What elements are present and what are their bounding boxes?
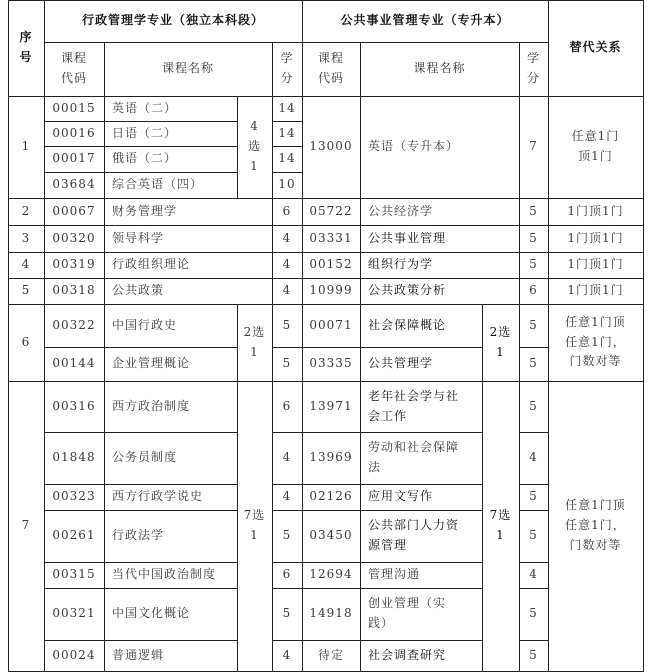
cell-text: 西方政治制度 (112, 398, 191, 413)
cell-relation-r10 (548, 304, 644, 382)
cell-name-r4 (104, 146, 238, 173)
cell-text: 13971 (309, 398, 353, 413)
cell-credit-r9 (272, 278, 303, 305)
cell-seq-r0 (8, 0, 45, 97)
cell-code-r11 (44, 347, 105, 382)
cell-text: 5 (529, 356, 538, 371)
cell-choice-r12 (237, 381, 273, 672)
cell-name-r6 (104, 198, 273, 226)
cell-text: 课程名称 (161, 61, 214, 76)
cell-code-r8 (44, 252, 105, 279)
cell-text: 00322 (52, 317, 96, 332)
cell-credit-r1 (272, 42, 303, 97)
cell-credit-r12 (272, 381, 303, 433)
cell-pub-name-r10 (360, 304, 483, 348)
cell-pub-credit-r13 (519, 432, 549, 485)
cell-text: 4 (282, 230, 292, 245)
cell-text: 领导科学 (112, 230, 165, 245)
cell-code-r4 (44, 146, 105, 173)
cell-choice-r2 (237, 96, 273, 199)
cell-text: 4 (282, 647, 292, 662)
cell-text: 14 (278, 125, 296, 140)
cell-pub-code-r18 (302, 640, 361, 672)
cell-text: 01848 (52, 450, 96, 465)
cell-name-r13 (104, 432, 238, 485)
cell-pub-credit-r17 (519, 588, 549, 641)
cell-text: 当代中国政治制度 (112, 567, 217, 582)
cell-text: 00152 (309, 257, 353, 272)
cell-text: 1门顶1门 (567, 283, 624, 298)
cell-credit-r13 (272, 432, 303, 485)
cell-credit-r5 (272, 172, 303, 199)
cell-pub-code-r7 (302, 225, 361, 253)
cell-pub-code-r6 (302, 198, 361, 226)
cell-credit-r17 (272, 588, 303, 641)
cell-text: 4 (282, 283, 292, 298)
cell-code-r9 (44, 278, 105, 305)
cell-credit-r2 (272, 96, 303, 122)
cell-text: 公共部门人力资 源管理 (368, 518, 460, 552)
cell-text: 5 (529, 257, 538, 272)
cell-name-r10 (104, 304, 238, 348)
cell-code-r18 (44, 640, 105, 672)
cell-code-r6 (44, 198, 105, 226)
cell-text: 00067 (52, 203, 96, 218)
cell-text: 1门顶1门 (567, 257, 624, 272)
cell-text: 4 (282, 489, 292, 504)
cell-text: 5 (529, 317, 538, 332)
cell-pub-code-r11 (302, 347, 361, 382)
cell-text: 10999 (309, 283, 353, 298)
cell-text: 5 (529, 203, 538, 218)
cell-text: 2 (21, 203, 31, 218)
cell-text: 公共事业管理 (368, 230, 447, 245)
cell-text: 2选 1 (489, 324, 512, 359)
cell-pub-credit-r10 (519, 304, 549, 348)
cell-text: 社会调查研究 (368, 647, 447, 662)
cell-name-r18 (104, 640, 238, 672)
cell-text: 公共经济学 (368, 203, 434, 218)
cell-credit-r7 (272, 225, 303, 253)
cell-name-r8 (104, 252, 273, 279)
cell-pub-name-r16 (360, 562, 483, 589)
cell-code-r1 (44, 42, 105, 97)
cell-pub-name-r12 (360, 381, 483, 433)
cell-text: 任意1门 顶1门 (571, 129, 620, 163)
cell-code-r10 (44, 304, 105, 348)
cell-text: 13969 (309, 450, 353, 465)
cell-seq-r2 (8, 96, 45, 199)
cell-text: 5 (529, 230, 538, 245)
cell-text: 00024 (52, 647, 96, 662)
cell-text: 英语（专升本） (368, 139, 460, 154)
cell-text: 6 (282, 203, 292, 218)
cell-name-r12 (104, 381, 238, 433)
cell-text: 6 (282, 567, 292, 582)
cell-text: 7选 1 (243, 508, 266, 542)
cell-name-r3 (104, 121, 238, 147)
cell-pub-name-r9 (360, 278, 520, 305)
cell-text: 普通逻辑 (112, 647, 165, 662)
cell-pub-name-r1 (360, 42, 520, 97)
cell-text: 日语（二） (112, 125, 178, 140)
cell-text: 公共政策分析 (368, 283, 447, 298)
cell-relation-r2 (548, 96, 644, 199)
cell-pub-code-r16 (302, 562, 361, 589)
cell-text: 14 (278, 151, 296, 166)
cell-pub-credit-r8 (519, 252, 549, 279)
cell-code-r5 (44, 172, 105, 199)
cell-text: 05722 (309, 203, 353, 218)
cell-text: 7 (21, 518, 31, 533)
cell-pub-name-r7 (360, 225, 520, 253)
cell-text: 财务管理学 (112, 203, 178, 218)
cell-pub-name-r15 (360, 510, 483, 563)
cell-seq-r9 (8, 278, 45, 305)
cell-name-r2 (104, 96, 238, 122)
cell-pub-code-r2 (302, 96, 361, 199)
cell-pub-credit-r2 (519, 96, 549, 199)
cell-text: 组织行为学 (368, 257, 434, 272)
cell-credit-r15 (272, 510, 303, 563)
cell-credit-r6 (272, 198, 303, 226)
cell-text: 中国行政史 (112, 317, 178, 332)
cell-text: 4 (282, 450, 292, 465)
cell-text: 学 分 (280, 51, 294, 85)
cell-relation-r7 (548, 225, 644, 253)
cell-text: 行政法学 (112, 528, 165, 543)
cell-pub-code-r9 (302, 278, 361, 305)
cell-text: 6 (21, 334, 31, 349)
cell-seq-r8 (8, 252, 45, 279)
cell-text: 5 (529, 398, 538, 413)
cell-code-r16 (44, 562, 105, 589)
cell-text: 创业管理（实 践） (368, 596, 447, 630)
cell-code-r7 (44, 225, 105, 253)
cell-text: 13000 (309, 139, 353, 154)
cell-text: 14 (278, 100, 296, 115)
cell-credit-r4 (272, 146, 303, 173)
cell-text: 5 (529, 647, 538, 662)
cell-name-r14 (104, 484, 238, 511)
cell-text: 6 (529, 283, 538, 298)
cell-text: 00071 (309, 317, 353, 332)
cell-text: 4 (282, 257, 292, 272)
cell-credit-r10 (272, 304, 303, 348)
cell-text: 英语（二） (112, 100, 178, 115)
cell-text: 00318 (52, 283, 96, 298)
cell-text: 5 (21, 283, 31, 298)
cell-code-r17 (44, 588, 105, 641)
cell-choice-r10 (237, 304, 273, 382)
cell-credit-r14 (272, 484, 303, 511)
cell-name-r11 (104, 347, 238, 382)
cell-text: 5 (282, 606, 292, 621)
cell-code-r2 (44, 96, 105, 122)
cell-pub-credit-r15 (519, 510, 549, 563)
cell-name-r7 (104, 225, 273, 253)
cell-pub-credit-r14 (519, 484, 549, 511)
cell-text: 5 (529, 489, 538, 504)
cell-credit-r11 (272, 347, 303, 382)
cell-text: 12694 (309, 567, 353, 582)
cell-text: 公共事业管理专业（专升本） (340, 13, 510, 28)
cell-text: 俄语（二） (112, 151, 178, 166)
cell-credit-r8 (272, 252, 303, 279)
cell-text: 课程 代码 (60, 51, 87, 85)
cell-text: 5 (529, 528, 538, 543)
cell-pub-name-r13 (360, 432, 483, 485)
cell-text: 4 选 1 (247, 119, 261, 173)
cell-text: 公共政策 (112, 283, 165, 298)
cell-pub-credit-r12 (519, 381, 549, 433)
cell-code-r3 (44, 121, 105, 147)
cell-credit-r16 (272, 562, 303, 589)
cell-name-r16 (104, 562, 238, 589)
cell-text: 03684 (52, 177, 96, 192)
cell-text: 00017 (52, 151, 96, 166)
cell-text: 00144 (52, 356, 96, 371)
cell-text: 03335 (309, 356, 353, 371)
cell-text: 00015 (52, 100, 96, 115)
cell-text: 任意1门顶 任意1门， 门数对等 (565, 314, 626, 369)
cell-code-r15 (44, 510, 105, 563)
cell-text: 课程名称 (413, 61, 466, 76)
cell-pub-credit-r16 (519, 562, 549, 589)
cell-code-r12 (44, 381, 105, 433)
cell-relation-r6 (548, 198, 644, 226)
cell-credit-r3 (272, 121, 303, 147)
cell-pub-name-r11 (360, 347, 483, 382)
cell-text: 02126 (309, 489, 353, 504)
cell-pub-credit-r11 (519, 347, 549, 382)
cell-text: 2选 1 (243, 324, 266, 359)
cell-text: 替代关系 (569, 40, 622, 55)
cell-text: 行政管理学专业（独立本科段） (81, 13, 264, 28)
cell-text: 管理沟通 (368, 567, 421, 582)
cell-text: 序 号 (19, 30, 33, 64)
cell-text: 4 (529, 567, 538, 582)
cell-text: 4 (21, 257, 31, 272)
cell-text: 1门顶1门 (567, 230, 624, 245)
cell-text: 劳动和社会保障 法 (368, 440, 460, 474)
cell-text: 00315 (52, 567, 96, 582)
cell-code-r14 (44, 484, 105, 511)
cell-text: 00323 (52, 489, 96, 504)
cell-text: 1 (21, 139, 31, 154)
cell-text: 应用文写作 (368, 489, 434, 504)
cell-text: 企业管理概论 (112, 356, 191, 371)
cell-pub-code-r1 (302, 42, 361, 97)
cell-text: 03450 (309, 528, 353, 543)
cell-pub-credit-r18 (519, 640, 549, 672)
cell-text: 5 (529, 606, 538, 621)
cell-text: 00321 (52, 606, 96, 621)
cell-pub-credit-r9 (519, 278, 549, 305)
cell-pub-credit-r7 (519, 225, 549, 253)
cell-seq-r6 (8, 198, 45, 226)
cell-text: 14918 (309, 606, 353, 621)
cell-pub-name-r8 (360, 252, 520, 279)
cell-text: 10 (278, 177, 296, 192)
cell-pub-code-r15 (302, 510, 361, 563)
cell-text: 中国文化概论 (112, 606, 191, 621)
cell-pub-code-r14 (302, 484, 361, 511)
cell-text: 老年社会学与社 会工作 (368, 388, 460, 423)
cell-pub-code-r17 (302, 588, 361, 641)
cell-name-r9 (104, 278, 273, 305)
cell-relation-r8 (548, 252, 644, 279)
cell-text: 03331 (309, 230, 353, 245)
cell-text: 7 (529, 139, 538, 154)
cell-pub-credit-r6 (519, 198, 549, 226)
cell-relation-r9 (548, 278, 644, 305)
cell-pub-code-r13 (302, 432, 361, 485)
cell-text: 学 分 (526, 51, 540, 85)
cell-code-r0 (44, 0, 303, 43)
cell-seq-r12 (8, 381, 45, 672)
cell-text: 公务员制度 (112, 450, 178, 465)
cell-name-r15 (104, 510, 238, 563)
cell-pub-choice-r10 (482, 304, 520, 382)
cell-pub-name-r17 (360, 588, 483, 641)
cell-text: 00316 (52, 398, 96, 413)
cell-text: 5 (282, 356, 292, 371)
cell-pub-choice-r12 (482, 381, 520, 672)
cell-text: 任意1门顶 任意1门， 门数对等 (565, 498, 626, 552)
cell-text: 6 (282, 398, 292, 413)
cell-pub-name-r18 (360, 640, 483, 672)
cell-text: 7选 1 (489, 508, 512, 542)
cell-text: 综合英语（四） (112, 177, 204, 192)
cell-credit-r18 (272, 640, 303, 672)
cell-pub-code-r10 (302, 304, 361, 348)
cell-text: 1门顶1门 (567, 203, 624, 218)
cell-pub-code-r8 (302, 252, 361, 279)
cell-text: 公共管理学 (368, 356, 434, 371)
cell-name-r5 (104, 172, 238, 199)
cell-code-r13 (44, 432, 105, 485)
cell-pub-name-r2 (360, 96, 520, 199)
cell-name-r1 (104, 42, 273, 97)
cell-text: 4 (529, 450, 538, 465)
cell-text: 00016 (52, 125, 96, 140)
cell-text: 00261 (52, 528, 96, 543)
cell-pub-name-r6 (360, 198, 520, 226)
cell-pub-code-r0 (302, 0, 549, 43)
cell-relation-r0 (548, 0, 644, 97)
cell-pub-code-r12 (302, 381, 361, 433)
cell-seq-r7 (8, 225, 45, 253)
cell-relation-r12 (548, 381, 644, 672)
cell-text: 待定 (317, 647, 344, 662)
cell-text: 5 (282, 317, 292, 332)
cell-text: 西方行政学说史 (112, 489, 204, 504)
cell-text: 社会保障概论 (368, 317, 447, 332)
cell-pub-credit-r1 (519, 42, 549, 97)
cell-text: 5 (282, 528, 292, 543)
cell-text: 3 (21, 230, 31, 245)
cell-seq-r10 (8, 304, 45, 382)
cell-text: 行政组织理论 (112, 257, 191, 272)
cell-text: 00320 (52, 230, 96, 245)
cell-name-r17 (104, 588, 238, 641)
cell-pub-name-r14 (360, 484, 483, 511)
cell-text: 00319 (52, 257, 96, 272)
cell-text: 课程 代码 (317, 51, 344, 85)
